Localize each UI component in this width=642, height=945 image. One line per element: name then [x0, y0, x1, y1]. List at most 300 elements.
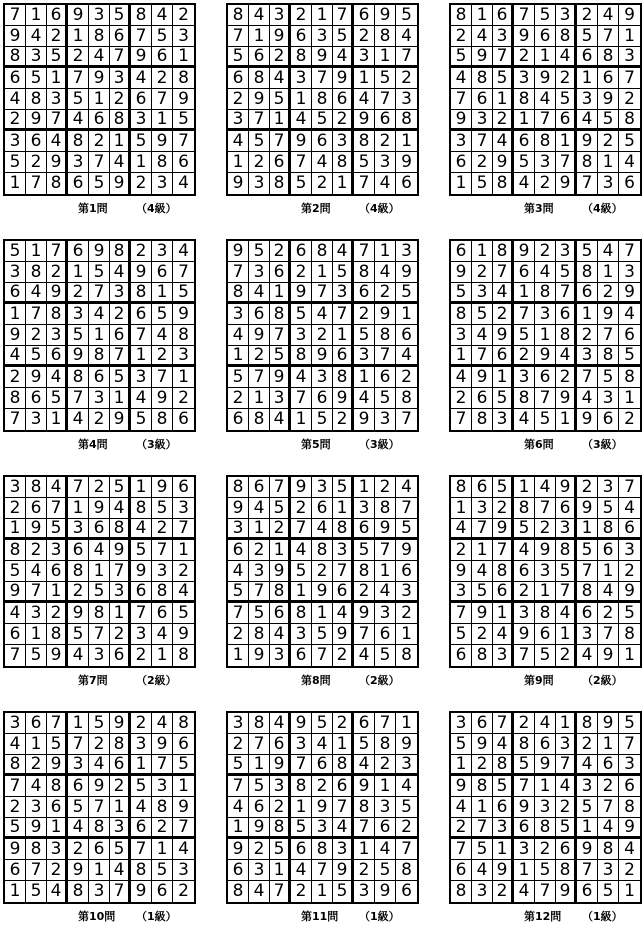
sudoku-cell: 5 — [472, 582, 493, 603]
sudoku-cell: 7 — [68, 734, 89, 755]
sudoku-cell: 6 — [577, 881, 598, 902]
sudoku-cell: 6 — [270, 152, 291, 173]
sudoku-cell: 7 — [68, 388, 89, 409]
sudoku-cell: 2 — [556, 645, 577, 666]
sudoku-cell: 1 — [624, 881, 635, 901]
sudoku-cell: 8 — [556, 325, 577, 346]
sudoku-cell: 3 — [577, 624, 598, 645]
sudoku-cell: 9 — [619, 818, 640, 839]
sudoku-cell: 9 — [354, 603, 375, 624]
sudoku-cell: 4 — [577, 110, 598, 131]
sudoku-cell: 5 — [89, 582, 110, 603]
sudoku-cell: 7 — [228, 262, 249, 283]
sudoku-cell: 8 — [249, 713, 270, 734]
sudoku-cell: 2 — [173, 388, 194, 409]
sudoku-cell: 6 — [396, 325, 417, 346]
sudoku-cell: 4 — [270, 68, 291, 89]
sudoku-cell: 4 — [375, 582, 396, 603]
sudoku-cell: 6 — [514, 131, 535, 152]
puzzle-level: （1級） — [359, 910, 400, 923]
sudoku-cell: 8 — [249, 409, 270, 430]
sudoku-cell: 9 — [451, 110, 472, 131]
sudoku-cell: 1 — [556, 713, 577, 734]
sudoku-cell: 4 — [451, 68, 472, 89]
sudoku-cell: 9 — [68, 603, 89, 624]
sudoku-cell: 3 — [556, 734, 577, 755]
sudoku-cell: 3 — [291, 325, 312, 346]
sudoku-cell: 5 — [26, 68, 47, 89]
sudoku-cell: 7 — [619, 241, 640, 262]
sudoku-cell: 9 — [26, 367, 47, 388]
sudoku-cell: 2 — [110, 89, 131, 110]
sudoku-cell: 3 — [228, 304, 249, 325]
sudoku-cell: 1 — [26, 241, 47, 262]
sudoku-cell: 3 — [577, 89, 598, 110]
sudoku-cell: 2 — [291, 881, 312, 902]
sudoku-cell: 1 — [375, 776, 396, 797]
sudoku-cell: 3 — [249, 173, 270, 194]
sudoku-cell: 4 — [110, 860, 131, 881]
sudoku-cell: 2 — [598, 283, 619, 304]
sudoku-cell: 3 — [152, 241, 173, 262]
sudoku-cell: 8 — [152, 797, 173, 818]
sudoku-cell: 3 — [47, 89, 68, 110]
sudoku-cell: 9 — [375, 881, 396, 902]
sudoku-cell: 3 — [228, 519, 249, 540]
sudoku-cell: 5 — [375, 388, 396, 409]
sudoku-cell: 5 — [375, 645, 396, 666]
sudoku-cell: 9 — [535, 68, 556, 89]
sudoku-cell: 4 — [396, 26, 417, 47]
sudoku-cell: 5 — [5, 818, 26, 839]
sudoku-cell: 4 — [47, 131, 68, 152]
sudoku-cell: 7 — [131, 603, 152, 624]
sudoku-cell: 5 — [89, 262, 110, 283]
sudoku-cell: 2 — [577, 734, 598, 755]
sudoku-cell: 5 — [173, 755, 194, 776]
sudoku-cell: 4 — [26, 561, 47, 582]
sudoku-cell: 3 — [598, 860, 619, 881]
sudoku-cell: 2 — [26, 540, 47, 561]
sudoku-cell: 5 — [619, 603, 640, 624]
sudoku-cell: 6 — [152, 262, 173, 283]
sudoku-cell: 9 — [493, 860, 514, 881]
sudoku-cell: 6 — [333, 776, 354, 797]
sudoku-cell: 2 — [152, 346, 173, 367]
sudoku-cell: 4 — [131, 797, 152, 818]
sudoku-cell: 9 — [619, 5, 640, 26]
sudoku-cell: 7 — [249, 734, 270, 755]
sudoku-cell: 8 — [312, 241, 333, 262]
sudoku-cell: 1 — [556, 131, 577, 152]
sudoku-cell: 8 — [375, 498, 396, 519]
sudoku-cell: 8 — [152, 582, 173, 603]
sudoku-cell: 6 — [451, 152, 472, 173]
sudoku-cell: 7 — [152, 89, 173, 110]
sudoku-cell: 2 — [5, 797, 26, 818]
sudoku-cell: 8 — [598, 519, 619, 540]
sudoku-cell: 6 — [178, 409, 189, 429]
sudoku-cell: 8 — [68, 367, 89, 388]
sudoku-cell: 9 — [89, 776, 110, 797]
sudoku-cell: 3 — [535, 561, 556, 582]
sudoku-cell: 3 — [493, 645, 514, 666]
sudoku-cell: 4 — [556, 346, 577, 367]
sudoku-cell: 1 — [270, 540, 291, 561]
sudoku-cell: 2 — [514, 47, 535, 68]
sudoku-cell: 2 — [354, 582, 375, 603]
sudoku-cell: 9 — [110, 713, 131, 734]
sudoku-cell: 4 — [68, 645, 89, 666]
sudoku-cell: 1 — [556, 624, 577, 645]
sudoku-puzzle — [3, 711, 193, 923]
sudoku-cell: 7 — [173, 818, 194, 839]
sudoku-cell: 2 — [354, 304, 375, 325]
sudoku-cell: 4 — [312, 519, 333, 540]
sudoku-cell: 9 — [249, 645, 270, 666]
sudoku-cell: 4 — [354, 645, 375, 666]
sudoku-cell: 6 — [5, 68, 26, 89]
sudoku-cell: 7 — [270, 477, 291, 498]
sudoku-cell: 1 — [333, 734, 354, 755]
sudoku-cell: 5 — [598, 881, 619, 902]
sudoku-cell: 3 — [354, 346, 375, 367]
sudoku-cell: 6 — [26, 713, 47, 734]
sudoku-cell: 9 — [354, 776, 375, 797]
sudoku-cell: 5 — [89, 713, 110, 734]
sudoku-cell: 3 — [354, 47, 375, 68]
puzzle-number: 第4問 — [78, 438, 108, 451]
sudoku-cell: 5 — [110, 839, 131, 860]
sudoku-cell: 9 — [598, 89, 619, 110]
sudoku-cell: 1 — [249, 755, 270, 776]
sudoku-cell: 1 — [396, 713, 417, 734]
sudoku-cell: 3 — [89, 881, 110, 902]
sudoku-cell: 6 — [89, 839, 110, 860]
sudoku-cell: 8 — [131, 498, 152, 519]
sudoku-cell: 1 — [375, 561, 396, 582]
sudoku-cell: 5 — [354, 540, 375, 561]
sudoku-cell: 6 — [228, 540, 249, 561]
sudoku-cell: 1 — [89, 561, 110, 582]
sudoku-cell: 7 — [619, 734, 640, 755]
sudoku-cell: 8 — [493, 173, 514, 194]
sudoku-cell: 9 — [270, 561, 291, 582]
sudoku-cell: 8 — [89, 26, 110, 47]
sudoku-cell: 1 — [354, 367, 375, 388]
sudoku-cell: 1 — [514, 110, 535, 131]
sudoku-cell: 5 — [493, 477, 514, 498]
sudoku-cell: 6 — [514, 818, 535, 839]
sudoku-cell: 4 — [5, 89, 26, 110]
sudoku-cell: 7 — [270, 881, 291, 902]
sudoku-cell: 1 — [312, 881, 333, 902]
sudoku-cell: 6 — [249, 47, 270, 68]
sudoku-cell: 7 — [291, 152, 312, 173]
sudoku-cell: 4 — [535, 89, 556, 110]
sudoku-cell: 1 — [451, 755, 472, 776]
sudoku-cell: 3 — [375, 409, 396, 430]
sudoku-cell: 8 — [472, 776, 493, 797]
sudoku-cell: 1 — [110, 388, 131, 409]
sudoku-cell: 7 — [514, 776, 535, 797]
sudoku-cell: 1 — [354, 68, 375, 89]
sudoku-cell: 6 — [493, 5, 514, 26]
sudoku-cell: 2 — [577, 325, 598, 346]
sudoku-cell: 5 — [68, 89, 89, 110]
sudoku-cell: 5 — [110, 5, 131, 26]
puzzle-level: （4級） — [359, 202, 400, 215]
sudoku-cell: 9 — [228, 241, 249, 262]
sudoku-cell: 4 — [354, 755, 375, 776]
sudoku-cell: 1 — [131, 346, 152, 367]
sudoku-cell: 6 — [131, 304, 152, 325]
sudoku-cell: 5 — [110, 477, 131, 498]
sudoku-cell: 9 — [291, 283, 312, 304]
sudoku-cell: 9 — [152, 734, 173, 755]
sudoku-cell: 4 — [451, 367, 472, 388]
sudoku-cell: 9 — [577, 131, 598, 152]
sudoku-cell: 7 — [577, 860, 598, 881]
sudoku-cell: 1 — [312, 262, 333, 283]
sudoku-cell: 4 — [228, 561, 249, 582]
sudoku-cell: 4 — [89, 304, 110, 325]
sudoku-cell: 2 — [110, 304, 131, 325]
sudoku-cell: 6 — [26, 388, 47, 409]
sudoku-cell: 2 — [312, 776, 333, 797]
sudoku-cell: 4 — [291, 367, 312, 388]
sudoku-grid — [226, 711, 419, 904]
sudoku-cell: 1 — [493, 603, 514, 624]
sudoku-cell: 3 — [291, 734, 312, 755]
sudoku-cell: 7 — [514, 304, 535, 325]
sudoku-cell: 9 — [333, 388, 354, 409]
sudoku-cell: 8 — [152, 152, 173, 173]
sudoku-cell: 8 — [68, 561, 89, 582]
sudoku-cell: 4 — [619, 304, 640, 325]
sudoku-cell: 6 — [396, 561, 417, 582]
sudoku-cell: 3 — [131, 110, 152, 131]
sudoku-cell: 2 — [131, 713, 152, 734]
sudoku-cell: 8 — [619, 110, 640, 131]
sudoku-cell: 2 — [47, 603, 68, 624]
sudoku-cell: 8 — [401, 645, 412, 665]
sudoku-cell: 5 — [68, 624, 89, 645]
sudoku-cell: 7 — [173, 519, 194, 540]
sudoku-cell: 8 — [89, 818, 110, 839]
sudoku-puzzle — [3, 475, 193, 687]
sudoku-cell: 9 — [598, 645, 619, 666]
sudoku-cell: 5 — [451, 624, 472, 645]
sudoku-cell: 5 — [152, 304, 173, 325]
sudoku-cell: 6 — [270, 262, 291, 283]
sudoku-cell: 9 — [249, 89, 270, 110]
sudoku-cell: 3 — [173, 498, 194, 519]
sudoku-cell: 1 — [110, 797, 131, 818]
sudoku-cell: 6 — [249, 797, 270, 818]
puzzle-caption — [301, 672, 400, 688]
sudoku-cell: 7 — [47, 110, 68, 131]
sudoku-cell: 2 — [396, 68, 417, 89]
sudoku-cell: 6 — [291, 645, 312, 666]
sudoku-cell: 9 — [68, 346, 89, 367]
sudoku-cell: 4 — [89, 540, 110, 561]
sudoku-cell: 8 — [291, 346, 312, 367]
sudoku-cell: 7 — [619, 477, 640, 498]
sudoku-cell: 4 — [556, 776, 577, 797]
sudoku-cell: 7 — [270, 325, 291, 346]
sudoku-cell: 6 — [228, 409, 249, 430]
sudoku-cell: 9 — [26, 818, 47, 839]
sudoku-cell: 5 — [131, 540, 152, 561]
sudoku-cell: 8 — [535, 283, 556, 304]
puzzle-caption — [524, 200, 623, 216]
sudoku-cell: 4 — [5, 603, 26, 624]
sudoku-cell: 5 — [577, 26, 598, 47]
sudoku-cell: 3 — [312, 818, 333, 839]
sudoku-cell: 8 — [577, 713, 598, 734]
sudoku-cell: 3 — [333, 540, 354, 561]
sudoku-cell: 9 — [556, 881, 577, 902]
sudoku-cell: 5 — [249, 603, 270, 624]
sudoku-cell: 7 — [535, 388, 556, 409]
sudoku-cell: 7 — [152, 540, 173, 561]
sudoku-cell: 4 — [228, 797, 249, 818]
sudoku-cell: 3 — [68, 755, 89, 776]
sudoku-cell: 1 — [472, 797, 493, 818]
sudoku-cell: 6 — [89, 110, 110, 131]
sudoku-cell: 2 — [249, 540, 270, 561]
sudoku-cell: 5 — [451, 734, 472, 755]
sudoku-cell: 2 — [89, 131, 110, 152]
sudoku-cell: 7 — [514, 5, 535, 26]
sudoku-cell: 8 — [47, 173, 68, 194]
sudoku-puzzle — [226, 711, 416, 923]
sudoku-cell: 1 — [577, 818, 598, 839]
sudoku-cell: 5 — [375, 68, 396, 89]
sudoku-cell: 6 — [47, 797, 68, 818]
sudoku-cell: 2 — [312, 325, 333, 346]
sudoku-cell: 4 — [354, 388, 375, 409]
sudoku-cell: 7 — [228, 603, 249, 624]
sudoku-cell: 4 — [68, 110, 89, 131]
sudoku-cell: 6 — [375, 110, 396, 131]
sudoku-cell: 7 — [89, 152, 110, 173]
sudoku-cell: 6 — [47, 5, 68, 26]
sudoku-cell: 9 — [173, 304, 194, 325]
sudoku-cell: 5 — [5, 152, 26, 173]
sudoku-grid — [3, 239, 196, 432]
sudoku-cell: 9 — [472, 603, 493, 624]
sudoku-cell: 1 — [396, 131, 417, 152]
sudoku-cell: 9 — [396, 152, 417, 173]
sudoku-cell: 5 — [110, 367, 131, 388]
sudoku-cell: 9 — [131, 47, 152, 68]
sudoku-cell: 2 — [68, 839, 89, 860]
sudoku-cell: 8 — [472, 645, 493, 666]
sudoku-cell: 2 — [514, 713, 535, 734]
sudoku-cell: 6 — [451, 645, 472, 666]
sudoku-cell: 4 — [249, 498, 270, 519]
sudoku-cell: 5 — [493, 776, 514, 797]
sudoku-cell: 1 — [47, 818, 68, 839]
sudoku-cell: 5 — [68, 325, 89, 346]
sudoku-cell: 7 — [110, 346, 131, 367]
sudoku-cell: 8 — [375, 734, 396, 755]
sudoku-cell: 2 — [249, 152, 270, 173]
sudoku-cell: 7 — [514, 645, 535, 666]
sudoku-cell: 4 — [228, 325, 249, 346]
sudoku-cell: 3 — [396, 89, 417, 110]
sudoku-cell: 5 — [396, 797, 417, 818]
sudoku-cell: 5 — [312, 110, 333, 131]
sudoku-cell: 9 — [619, 582, 640, 603]
sudoku-cell: 8 — [312, 89, 333, 110]
sudoku-cell: 8 — [249, 624, 270, 645]
sudoku-cell: 9 — [110, 173, 131, 194]
sudoku-cell: 7 — [89, 624, 110, 645]
sudoku-cell: 4 — [249, 283, 270, 304]
sudoku-cell: 6 — [152, 603, 173, 624]
sudoku-cell: 3 — [598, 477, 619, 498]
sudoku-cell: 9 — [173, 797, 194, 818]
sudoku-cell: 8 — [173, 325, 194, 346]
sudoku-cell: 3 — [619, 540, 640, 561]
sudoku-cell: 6 — [312, 388, 333, 409]
sudoku-cell: 7 — [375, 346, 396, 367]
sudoku-cell: 4 — [598, 241, 619, 262]
sudoku-cell: 7 — [291, 755, 312, 776]
sudoku-cell: 5 — [47, 734, 68, 755]
sudoku-cell: 2 — [270, 519, 291, 540]
sudoku-cell: 8 — [26, 262, 47, 283]
sudoku-cell: 3 — [451, 713, 472, 734]
sudoku-cell: 9 — [556, 388, 577, 409]
sudoku-cell: 2 — [598, 131, 619, 152]
sudoku-cell: 1 — [131, 477, 152, 498]
sudoku-cell: 6 — [270, 603, 291, 624]
sudoku-cell: 8 — [89, 603, 110, 624]
sudoku-cell: 7 — [47, 713, 68, 734]
sudoku-cell: 3 — [68, 519, 89, 540]
sudoku-cell: 5 — [333, 26, 354, 47]
sudoku-cell: 5 — [451, 283, 472, 304]
sudoku-cell: 8 — [5, 540, 26, 561]
sudoku-cell: 6 — [152, 47, 173, 68]
sudoku-cell: 1 — [396, 304, 417, 325]
sudoku-cell: 7 — [375, 89, 396, 110]
sudoku-cell: 2 — [493, 881, 514, 902]
sudoku-cell: 6 — [598, 68, 619, 89]
sudoku-cell: 5 — [26, 881, 47, 902]
sudoku-cell: 6 — [5, 283, 26, 304]
sudoku-cell: 3 — [354, 498, 375, 519]
sudoku-cell: 3 — [451, 131, 472, 152]
sudoku-cell: 4 — [270, 624, 291, 645]
sudoku-cell: 2 — [270, 47, 291, 68]
puzzle-caption — [301, 200, 400, 216]
sudoku-cell: 8 — [228, 283, 249, 304]
sudoku-cell: 6 — [68, 776, 89, 797]
sudoku-cell: 4 — [68, 818, 89, 839]
sudoku-cell: 3 — [312, 477, 333, 498]
sudoku-cell: 3 — [472, 110, 493, 131]
sudoku-cell: 5 — [333, 477, 354, 498]
sudoku-cell: 8 — [47, 776, 68, 797]
sudoku-cell: 7 — [312, 283, 333, 304]
sudoku-cell: 7 — [354, 241, 375, 262]
sudoku-cell: 5 — [514, 519, 535, 540]
